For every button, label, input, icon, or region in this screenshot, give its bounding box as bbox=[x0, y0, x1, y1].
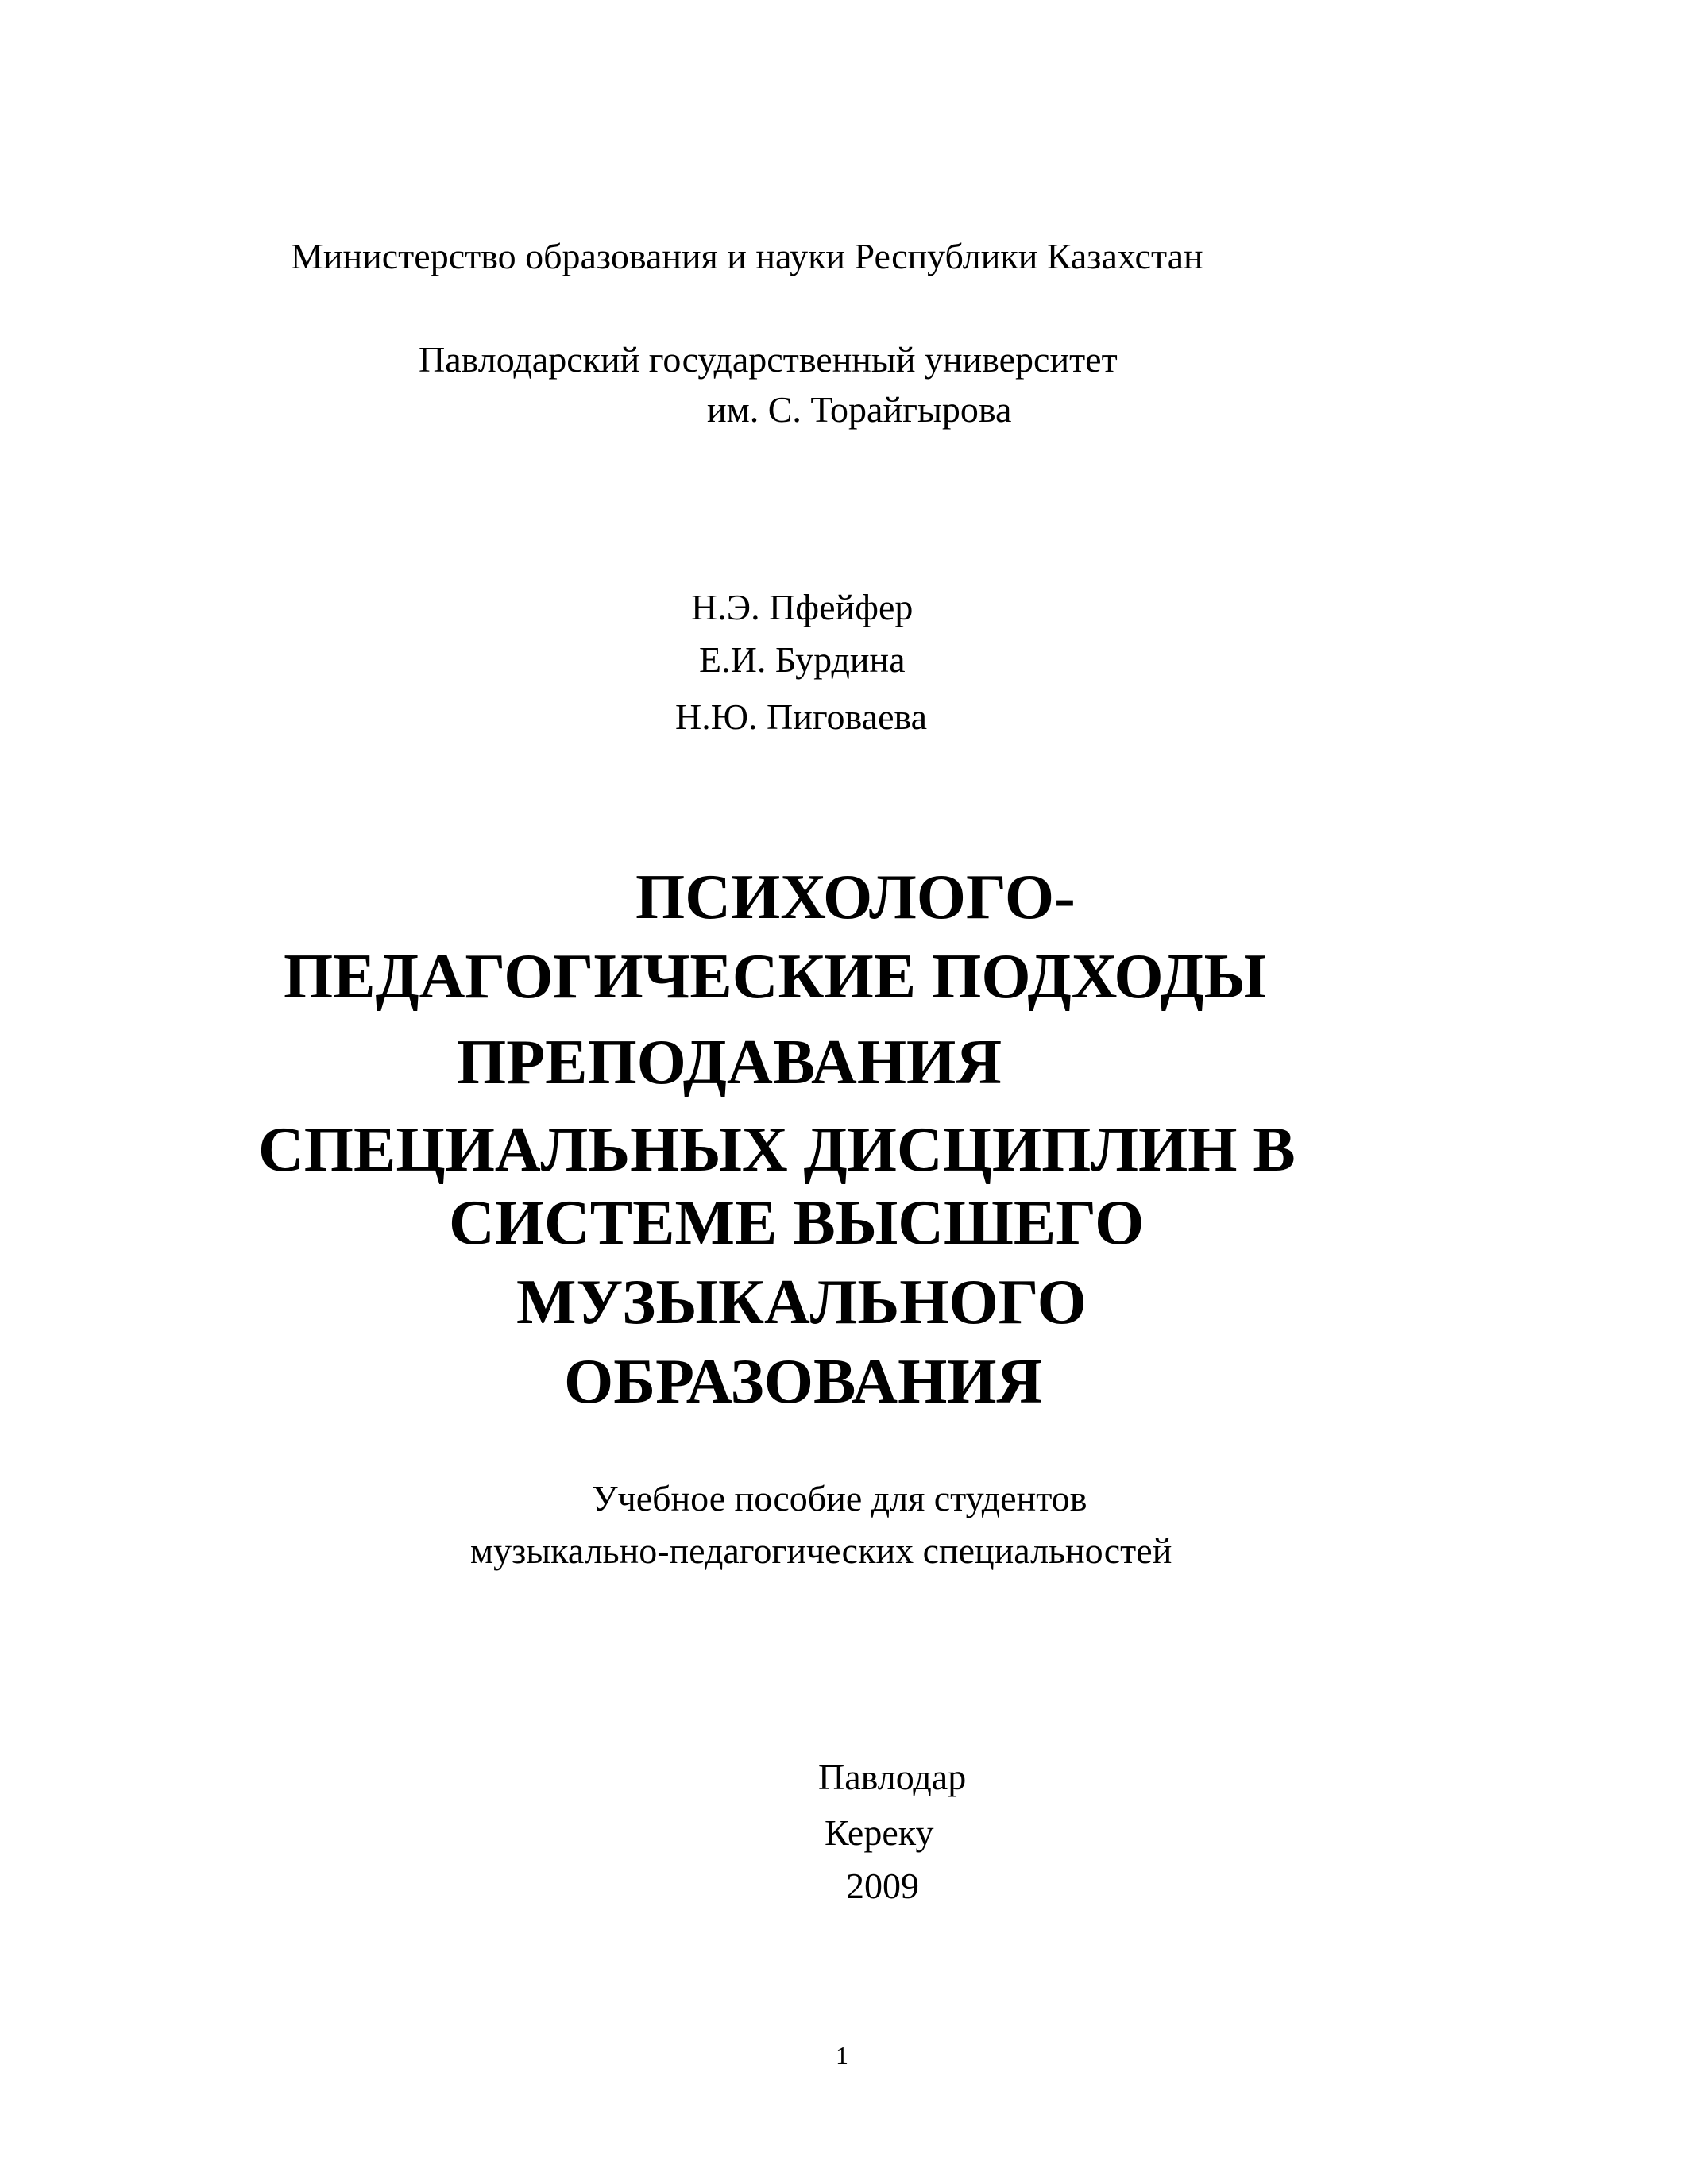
title-line-4: СПЕЦИАЛЬНЫХ ДИСЦИПЛИН В bbox=[258, 1115, 1296, 1185]
imprint-publisher: Кереку bbox=[825, 1812, 934, 1853]
title-line-3: ПРЕПОДАВАНИЯ bbox=[457, 1028, 1002, 1098]
university-line: Павлодарский государственный университет bbox=[419, 339, 1118, 380]
title-line-5: СИСТЕМЕ ВЫСШЕГО bbox=[449, 1188, 1145, 1258]
page-number: 1 bbox=[836, 2041, 848, 2070]
imprint-year: 2009 bbox=[846, 1866, 919, 1906]
university-name-line: им. С. Торайгырова bbox=[707, 389, 1012, 430]
author-1: Н.Э. Пфейфер bbox=[691, 587, 914, 627]
title-line-2: ПЕДАГОГИЧЕСКИЕ ПОДХОДЫ bbox=[284, 942, 1267, 1012]
title-line-1: ПСИХОЛОГО- bbox=[635, 862, 1076, 932]
author-2: Е.И. Бурдина bbox=[699, 639, 906, 680]
title-line-6: МУЗЫКАЛЬНОГО bbox=[516, 1268, 1087, 1337]
ministry-line: Министерство образования и науки Республики Казахстан bbox=[291, 236, 1203, 276]
subtitle-line-1: Учебное пособие для студентов bbox=[592, 1478, 1087, 1518]
subtitle-line-2: музыкально-педагогических специальностей bbox=[470, 1530, 1172, 1571]
author-3: Н.Ю. Пиговаева bbox=[675, 696, 928, 737]
imprint-city: Павлодар bbox=[818, 1757, 967, 1797]
title-line-7: ОБРАЗОВАНИЯ bbox=[564, 1347, 1043, 1417]
